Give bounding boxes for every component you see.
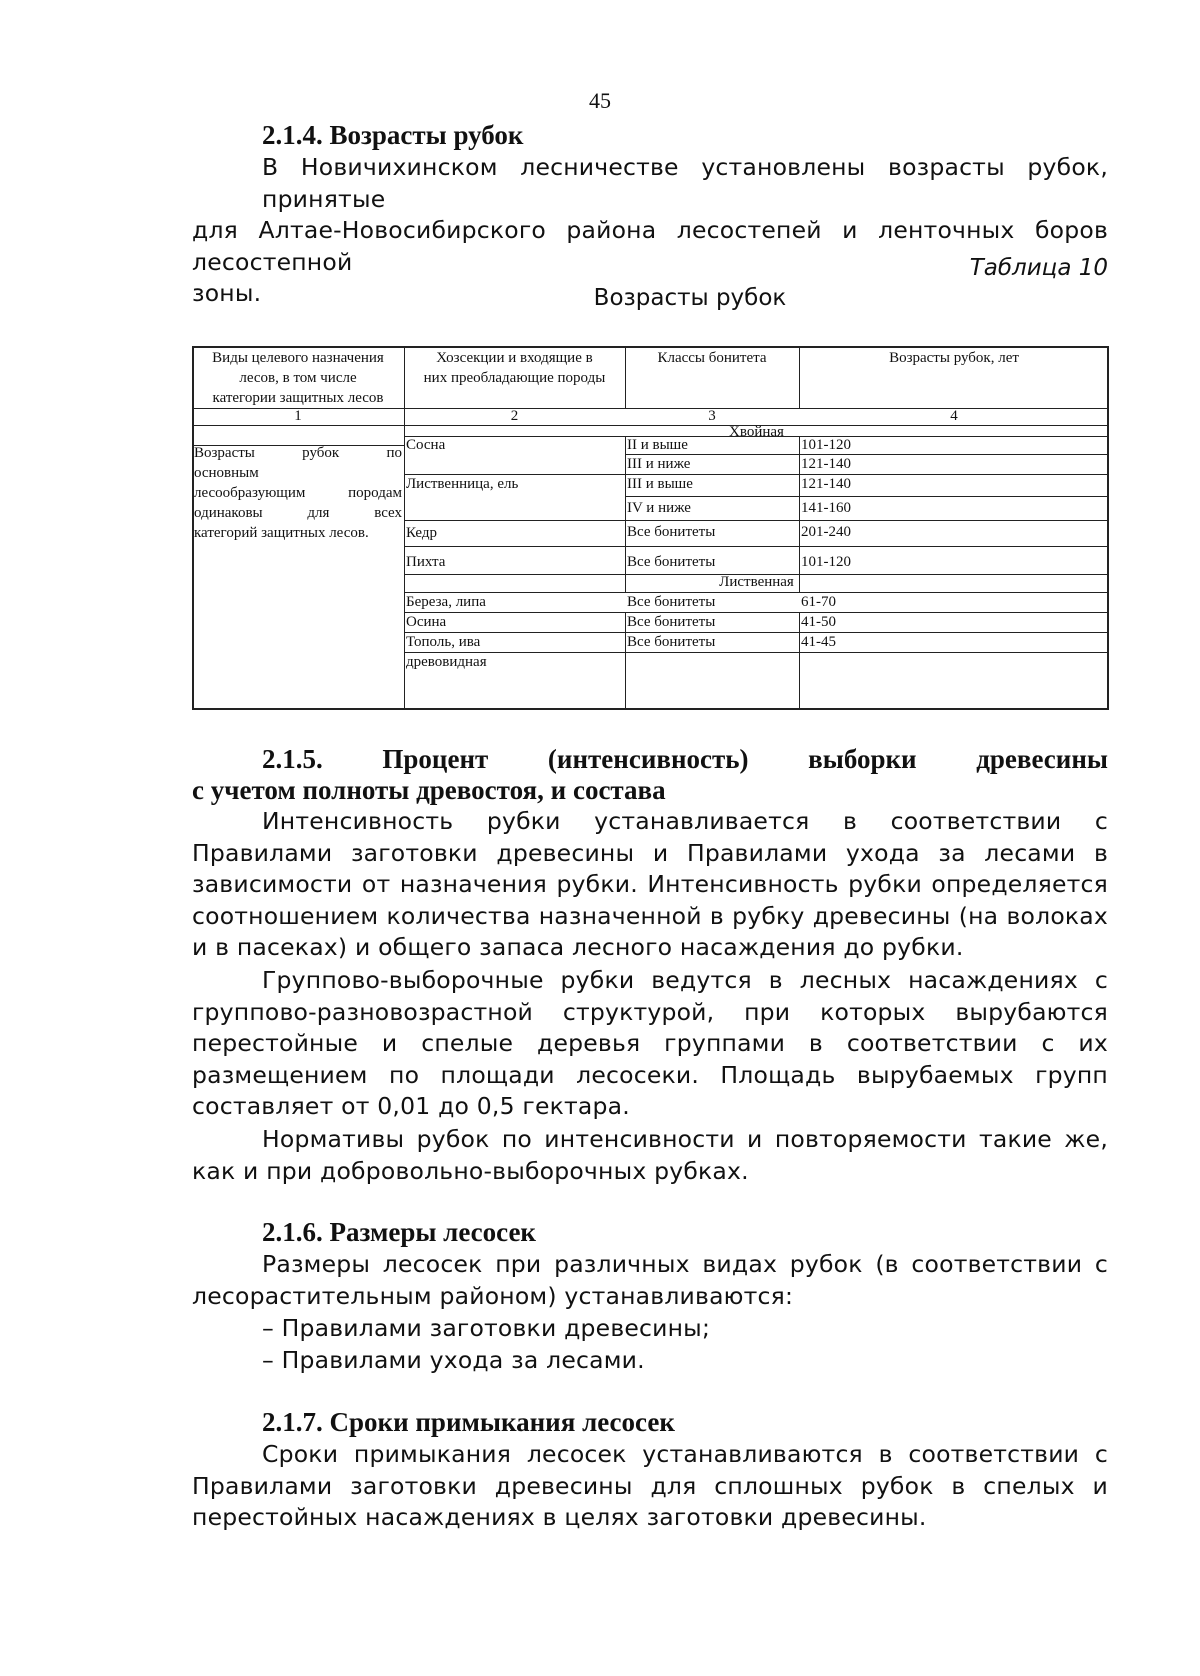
paragraph-line: для Алтае-Новосибирского района лесостепей и ленточных боров лесостепной <box>192 216 1108 276</box>
list-item: – Правилами ухода за лесами. <box>262 1346 645 1374</box>
class-cell: Все бонитеты <box>627 594 716 610</box>
age-cell: 141-160 <box>801 500 851 516</box>
age-cell: 101-120 <box>801 554 851 570</box>
species-cell: Сосна <box>406 437 446 453</box>
section-2-1-5-paragraph-2: Группово-выборочные рубки ведутся в лесных насаждениях с группово-разновозрастной структурой, при которых вырубаются перестойные и спелые деревья группами в соответствии с их размещением по площади лесосеки. Площадь вырубаемых групп составляет от 0,01 до 0,5 гектара. <box>192 966 1108 1120</box>
class-cell: III и ниже <box>627 456 691 472</box>
column-number: 4 <box>950 408 958 424</box>
paragraph-line: зоны. <box>192 279 262 307</box>
group-deciduous-label: Лиственная <box>719 574 794 590</box>
species-cell: Лиственница, ель <box>406 476 519 492</box>
section-heading-2-1-4: 2.1.4. Возрасты рубок <box>262 120 524 150</box>
header-col3: Классы бонитета <box>657 350 767 366</box>
list-item: – Правилами заготовки древесины; <box>262 1314 711 1342</box>
species-cell: Береза, липа <box>406 594 486 610</box>
species-cell: Тополь, ива древовидная <box>406 634 487 670</box>
table-label: Таблица 10 <box>969 255 1108 281</box>
species-cell: Пихта <box>406 554 446 570</box>
section-2-1-6-paragraph: Размеры лесосек при различных видах рубок (в соответствии с лесорастительным районом) устанавливаются: <box>192 1250 1108 1310</box>
header-col1: Виды целевого назначения лесов, в том числе категории защитных лесов <box>212 350 384 406</box>
species-cell: Кедр <box>406 525 438 541</box>
class-cell: IV и ниже <box>627 500 691 516</box>
table-title: Возрасты рубок <box>593 285 787 311</box>
header-col2: Хозсекции и входящие в них преобладающие породы <box>423 350 606 386</box>
section-2-1-5-paragraph-1: Интенсивность рубки устанавливается в соответствии с Правилами заготовки древесины и Правилами ухода за лесами в зависимости от назначения рубки. Интенсивность рубки определяется соотношением количества назначенной в рубку древесины (на волоках и в пасеках) и общего запаса лесного насаждения до рубки. <box>192 807 1108 961</box>
age-cell: 121-140 <box>801 456 851 472</box>
section-heading-2-1-7: 2.1.7. Сроки примыкания лесосек <box>262 1407 675 1437</box>
paragraph-line: В Новичихинском лесничестве установлены возрасты рубок, принятые <box>262 153 1108 213</box>
age-cell: 101-120 <box>801 437 851 453</box>
column-number: 2 <box>510 408 519 424</box>
class-cell: II и выше <box>627 437 688 453</box>
page-number: 45 <box>589 88 611 113</box>
age-cell: 121-140 <box>801 476 851 492</box>
age-cell: 61-70 <box>801 594 836 610</box>
group-conifer-label: Хвойная <box>729 424 784 440</box>
class-cell: Все бонитеты <box>627 524 716 540</box>
header-col4: Возрасты рубок, лет <box>889 350 1019 366</box>
section-heading-2-1-5: 2.1.5. Процент (интенсивность) выборки древесины <box>262 744 1108 774</box>
class-cell: Все бонитеты <box>627 554 716 570</box>
section-2-1-5-paragraph-3: Нормативы рубок по интенсивности и повторяемости такие же, как и при добровольно-выборочных рубках. <box>192 1125 1108 1185</box>
column-number: 1 <box>294 408 302 424</box>
first-column-text: Возрасты рубок по основным лесообразующим породам одинаковы для всех категорий защитных лесов. <box>194 445 402 541</box>
age-cell: 41-45 <box>801 634 836 650</box>
class-cell: Все бонитеты <box>627 634 716 650</box>
age-cell: 41-50 <box>801 614 836 630</box>
section-2-1-7-paragraph: Сроки примыкания лесосек устанавливаются в соответствии с Правилами заготовки древесины для сплошных рубок в спелых и перестойных насаждениях в целях заготовки древесины. <box>192 1440 1108 1531</box>
section-heading-2-1-6: 2.1.6. Размеры лесосек <box>262 1217 536 1247</box>
cutting-age-table <box>192 346 1109 710</box>
section-heading-2-1-5-line2: с учетом полноты древостоя, и состава <box>192 775 666 805</box>
class-cell: Все бонитеты <box>627 614 716 630</box>
class-cell: III и выше <box>627 476 693 492</box>
column-number: 3 <box>708 408 716 424</box>
age-cell: 201-240 <box>801 524 851 540</box>
species-cell: Осина <box>406 614 447 630</box>
